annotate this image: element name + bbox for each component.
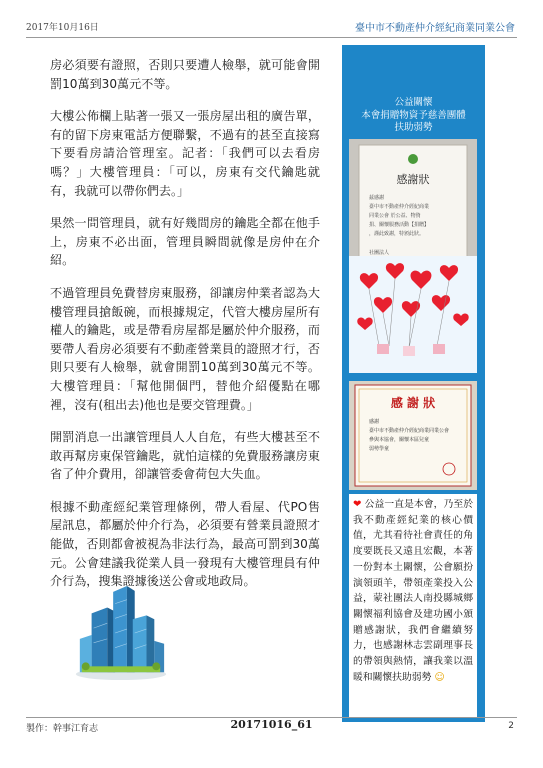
header-divider xyxy=(26,37,517,38)
certificate-1-line: ，謹此致謝，特頒此狀。 xyxy=(369,231,425,237)
paragraph-5: 開罰消息一出讓管理員人人自危，有些大樓甚至不敢再幫房東保管鑰匙，就怕這樣的免費服務讓房東省了仲介費用，卻讓管委會荷包大失血。 xyxy=(50,430,320,482)
charity-sidebar xyxy=(342,45,485,722)
sidebar-title-line-3: 扶助弱勢 xyxy=(394,122,433,133)
heart-icon: ❤ xyxy=(353,499,362,510)
footer-issue-number: 20171016_61 xyxy=(230,718,313,731)
city-buildings-illustration xyxy=(72,584,170,682)
certificate-1-line: 同業公會 於公益、物資 xyxy=(369,213,421,219)
paragraph-1: 房必須要有證照，否則只要遭人檢舉，就可能會開罰10萬到30萬元不等。 xyxy=(50,58,320,91)
paragraph-3: 果然一問管理員，就有好幾間房的鑰匙全都在他手上，房東不必出面，管理員瞬間就像是房仲在介紹。 xyxy=(50,216,320,268)
certificate-2-line: 感謝 xyxy=(369,419,380,425)
smile-icon: ☺ xyxy=(434,671,445,683)
header-date: 2017年10月16日 xyxy=(26,23,99,33)
certificate-2-title: 感 謝 狀 xyxy=(390,396,436,410)
sidebar-title xyxy=(342,97,485,135)
footer-editor: 製作：幹事江育志 xyxy=(26,724,99,734)
certificate-1-line: 社團法人 xyxy=(369,250,390,256)
charity-note-text: 公益一直是本會，乃至於我不動產經紀業的核心價值，尤其看待社會責任的角度要既長又遠且宏觀，本著一份對本土關懷，公會願扮演領頭羊，帶領產業投入公益，蒙社團法人南投縣城鄉關懷福利協會及建功國小頒贈感謝狀，我們會繼續努力，也感謝林志雲副理事長的帶領與熱情，讓我業以溫暖和關懷扶助弱勢 xyxy=(353,499,474,683)
paragraph-6: 根據不動產經紀業管理條例，帶人看屋、代PO售屋訊息，都屬於仲介行為，必須要有營業員證照才能做，否則都會被視為非法行為，最高可罰到30萬元。公會建議我從業人員一發現有大樓管理員有仲介行為，搜集證據後送公會或地政局。 xyxy=(50,499,320,589)
charity-note xyxy=(349,494,477,718)
certificate-2-line: 臺中市不動產仲介經紀商業同業公會 xyxy=(369,428,450,434)
hearts-balloons-image xyxy=(349,256,477,373)
certificate-1-line: 捐、關懷服務活動【捐贈】 xyxy=(369,222,430,228)
sidebar-title-line-1: 公益關懷 xyxy=(394,97,433,108)
certificate-1-line: 臺中市不動產仲介經紀商業 xyxy=(369,204,430,210)
paragraph-4: 不過管理員免費替房東服務，卻讓房仲業者認為大樓管理員搶飯碗，而根據規定，代管大樓房屋所有權人的鑰匙，或是帶看房屋都是屬於仲介服務，而要帶人看房必須要有不動產營業員的證照才行，否則只要有人檢舉，就會開罰10萬到30萬元不等。大樓管理員：「幫他開個門，替他介紹優點在哪裡，沒有(租出去)他也是要交管理費。」 xyxy=(50,285,320,412)
header-org-name: 臺中市不動產仲介經紀商業同業公會 xyxy=(355,23,515,34)
certificate-photo-2 xyxy=(349,381,477,490)
certificate-2-line: 弱勢學童 xyxy=(369,446,390,452)
certificate-2-line: 參與本協會，關懷本區兒童 xyxy=(369,437,430,443)
sidebar-title-line-2: 本會捐贈物資予慈善團體 xyxy=(361,109,466,121)
article-body xyxy=(50,56,320,605)
certificate-1-line: 茲感謝 xyxy=(369,195,385,201)
certificate-1-title: 感謝狀 xyxy=(396,173,430,186)
page-number: 2 xyxy=(508,721,514,731)
paragraph-2: 大樓公佈欄上貼著一張又一張房屋出租的廣告單，有的留下房東電話方便聯繫，不過有的甚至直接寫下要看房請洽管理室。記者：「我們可以去看房嗎？」大樓管理員：「可以，房東有交代鑰匙就有，我就可以帶你們去。」 xyxy=(50,109,320,198)
